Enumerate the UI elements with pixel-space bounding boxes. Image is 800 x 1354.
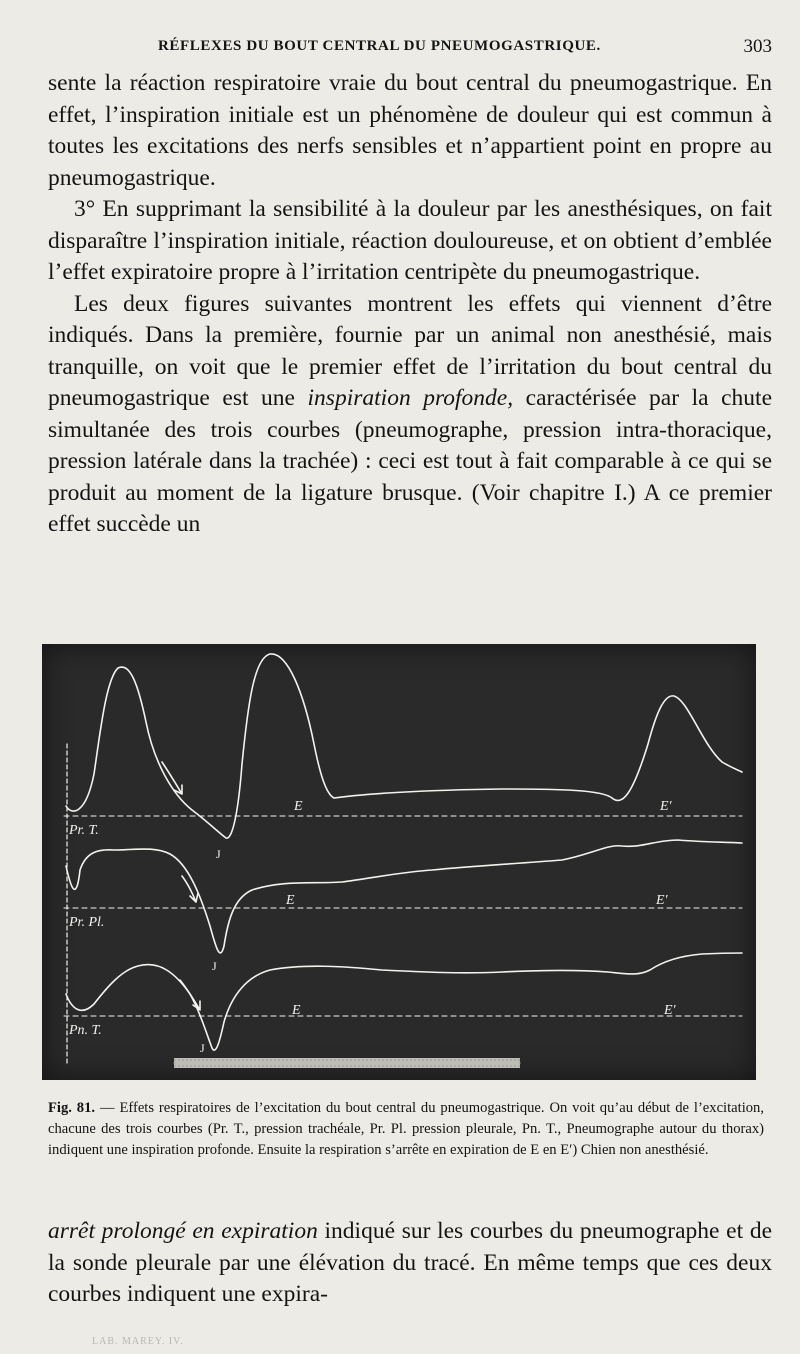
paragraph-4-text: indiqué sur les courbes du pneumographe et de la sonde pleurale par une élévation du tracé. En même temps que ces deux courbes indiquent une expira- [48, 1218, 772, 1307]
running-head [48, 34, 772, 60]
label-e-prime-top: E′ [660, 799, 672, 814]
label-pn-t: Pn. T. [69, 1023, 102, 1038]
label-pr-pl: Pr. Pl. [69, 915, 105, 930]
label-j-top: J [216, 847, 221, 861]
trace-pr-t [66, 654, 742, 838]
page-number: 303 [743, 36, 772, 57]
paragraph-3-end: caractérisée par la chute simultanée des trois courbes (pneumographe, pression intra-thoracique, pression latérale dans la trachée) : ceci est tout à fait comparable à ce qui se produit au moment de la ligature brusque. (Voir chapitre I.) A ce premier effet succède un [48, 385, 772, 537]
figure-caption [48, 1098, 764, 1161]
figure-81-tracings [42, 644, 756, 1080]
signal-bar [174, 1058, 520, 1068]
arrow-pr-t [162, 762, 182, 794]
paragraph-1: sente la réaction respiratoire vraie du bout central du pneumogastrique. En effet, l’inspiration initiale est un phénomène de douleur qui est commun à toutes les excitations des nerfs sensibles et n’appartient point en propre au pneumogastrique. [48, 70, 772, 191]
figure-label: Fig. 81. [48, 1100, 96, 1116]
trace-pr-pl [66, 840, 742, 953]
paragraph-3-emphasis: inspiration profonde, [307, 385, 514, 411]
footer-signature: LAB. MAREY. IV. [92, 1336, 184, 1347]
label-j-bottom: J [200, 1041, 205, 1055]
label-e-top: E [294, 799, 303, 814]
label-pr-t: Pr. T. [69, 823, 99, 838]
paragraph-4-emphasis: arrêt prolongé en expiration [48, 1218, 318, 1244]
tracings-plate [42, 644, 756, 1080]
caption-text: — Effets respiratoires de l’excitation du bout central du pneumogastrique. On voit qu’au début de l’excitation, chacune des trois courbes (Pr. T., pression trachéale, Pr. Pl. pression pleurale, Pn. T., Pneumographe autour du thorax) indiquent une inspiration profonde. Ensuite la respiration s’arrête en expiration de E en E′) Chien non anesthésié. [48, 1100, 764, 1158]
body-text-top [48, 68, 772, 541]
label-e-prime-bottom: E′ [664, 1003, 676, 1018]
paragraph-4 [48, 1216, 772, 1311]
paragraph-3-start: Les deux figures suivantes montrent les effets qui viennent d’être indiqués. Dans la première, fournie par un animal non anesthésié, mais tranquille, on voit que le premier effet de l’irritation du bout central du pneumogastrique est une [48, 290, 772, 411]
label-e-bottom: E [292, 1003, 301, 1018]
running-title: RÉFLEXES DU BOUT CENTRAL DU PNEUMOGASTRIQUE. [158, 38, 601, 54]
paragraph-2: 3° En supprimant la sensibilité à la douleur par les anesthésiques, on fait disparaître l’inspiration initiale, réaction douloureuse, et on obtient d’emblée l’effet expiratoire propre à l’irritation centripète du pneumogastrique. [48, 196, 772, 285]
label-j-middle: J [212, 959, 217, 973]
body-text-bottom [48, 1216, 772, 1311]
arrow-pn-t [180, 980, 200, 1010]
paragraph-3 [48, 289, 772, 541]
label-e-prime-middle: E′ [656, 893, 668, 908]
label-e-middle: E [286, 893, 295, 908]
trace-pn-t [66, 953, 742, 1050]
